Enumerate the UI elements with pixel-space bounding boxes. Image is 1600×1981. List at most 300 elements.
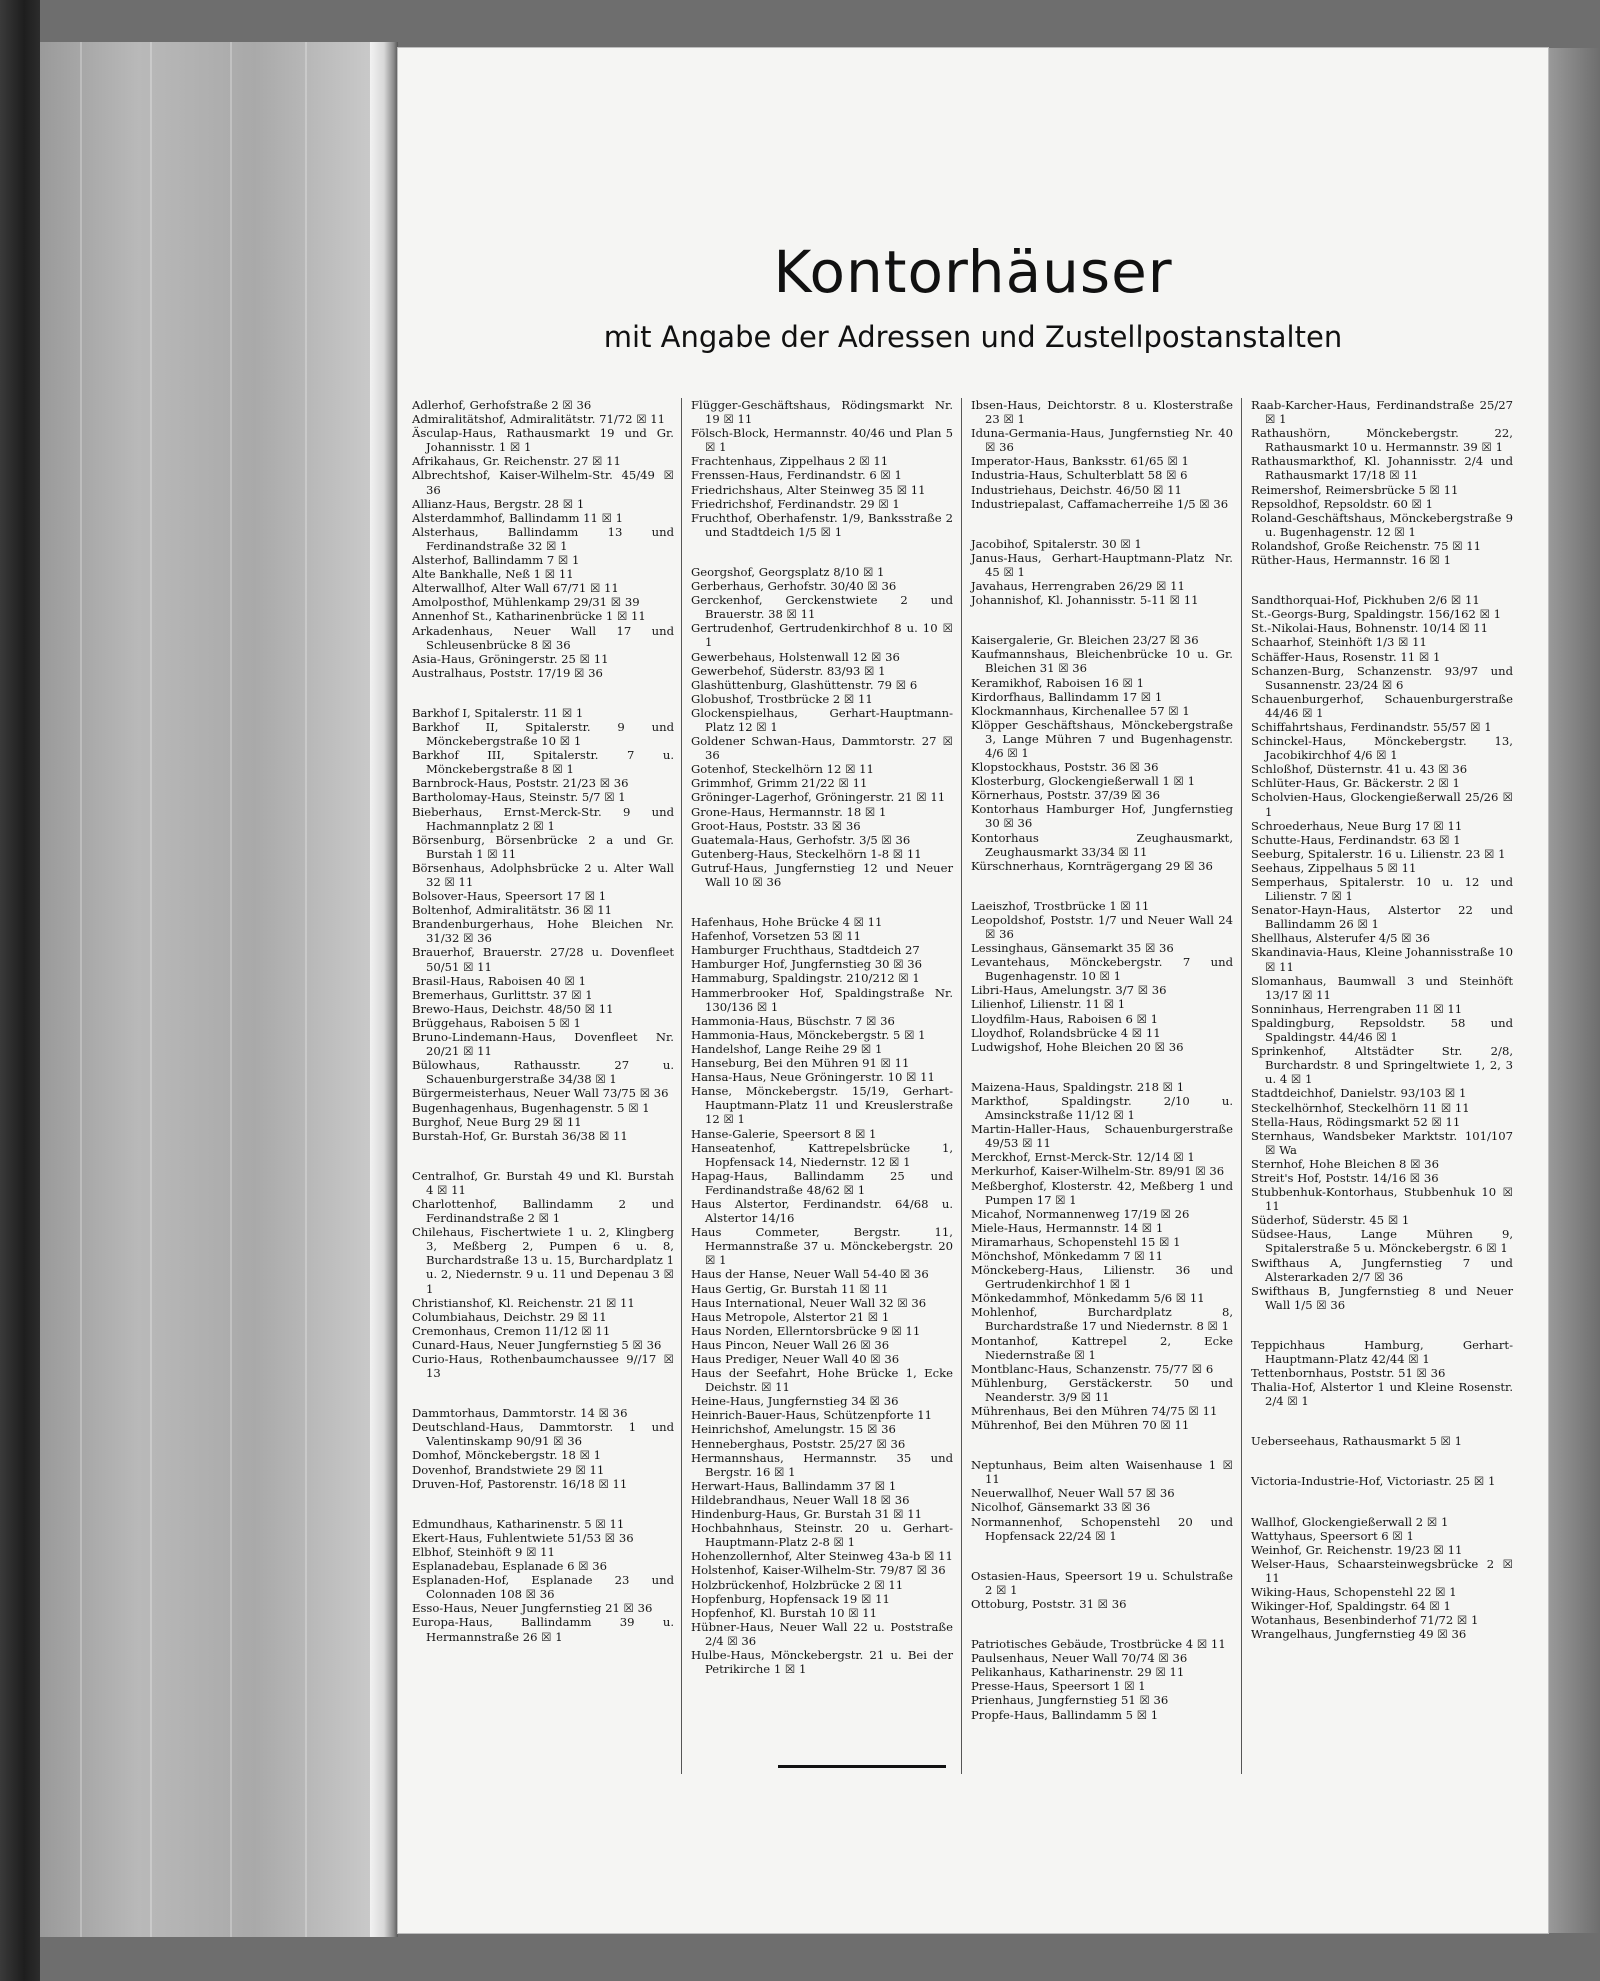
building-name: Rathausmarkthof bbox=[1251, 454, 1353, 469]
building-name: Esplanadebau bbox=[412, 1559, 495, 1574]
building-address: Raboisen 40 ☒ 1 bbox=[488, 973, 586, 988]
directory-entry: Nicolhof, Gänsemarkt 33 ☒ 36 bbox=[971, 1500, 1151, 1515]
building-address: Mönckebergstr. 5 ☒ 1 bbox=[796, 1027, 926, 1042]
directory-entry: Heinrichshof, Amelungstr. 15 ☒ 36 bbox=[691, 1422, 896, 1437]
building-address: Ferdinandstr. 29 ☒ 1 bbox=[777, 496, 900, 511]
building-address: Gerhofstr. 3/5 ☒ 36 bbox=[796, 832, 911, 847]
directory-entry: Bürgermeisterhaus, Neuer Wall 73/75 ☒ 36 bbox=[412, 1086, 669, 1101]
directory-entry: Paulsenhaus, Neuer Wall 70/74 ☒ 36 bbox=[971, 1651, 1188, 1666]
directory-entry: Albrechtshof, Kaiser-Wilhelm-Str. 45/49 ☒ 36 bbox=[412, 468, 674, 497]
directory-entry: Mönckeberg-Haus, Lilienstr. 36 und Gertrudenkirchhof 1 ☒ 1 bbox=[971, 1263, 1233, 1292]
building-name: Hammerbrooker Hof bbox=[691, 985, 821, 1000]
directory-entry: Dammtorhaus, Dammtorstr. 14 ☒ 36 bbox=[412, 1406, 628, 1421]
building-name: Dammtorhaus bbox=[412, 1406, 496, 1421]
building-name: Glashüttenburg bbox=[691, 677, 784, 692]
building-name: Admiralitätshof bbox=[412, 412, 503, 427]
directory-entry: Stella-Haus, Rödingsmarkt 52 ☒ 11 bbox=[1251, 1114, 1461, 1129]
building-address: Alstertor 22 und Ballindamm 26 ☒ 1 bbox=[1265, 903, 1513, 932]
document-page bbox=[398, 48, 1548, 1933]
building-address: Bei den Mühren 70 ☒ 11 bbox=[1043, 1418, 1190, 1433]
building-name: Gewerbehaus bbox=[691, 649, 772, 664]
building-name: Druven-Hof bbox=[412, 1476, 481, 1491]
building-address: Kattrepel 2, Ecke Niedernstraße ☒ 1 bbox=[985, 1333, 1234, 1362]
building-address: Ballindamm 25 und Ferdinandstraße 48/62 ☒ 1 bbox=[705, 1168, 953, 1197]
building-name: Alsterhaus bbox=[412, 524, 475, 539]
letter-gap bbox=[971, 1432, 1233, 1458]
directory-entry: Schanzen-Burg, Schanzenstr. 93/97 und Susannenstr. 23/24 ☒ 6 bbox=[1251, 663, 1514, 692]
directory-entry: Groot-Haus, Poststr. 33 ☒ 36 bbox=[691, 818, 861, 833]
building-name: Schäffer-Haus bbox=[1251, 649, 1335, 664]
directory-entry: Hübner-Haus, Neuer Wall 22 u. Poststraße 2/4 ☒ 36 bbox=[691, 1619, 953, 1648]
directory-entry: Centralhof, Gr. Burstah 49 und Kl. Burstah 4 ☒ 11 bbox=[412, 1168, 674, 1197]
building-name: Kirdorfhaus bbox=[971, 689, 1041, 704]
building-address: Kl. Burstah 10 ☒ 11 bbox=[759, 1605, 878, 1620]
directory-entry: Hopfenhof, Kl. Burstah 10 ☒ 11 bbox=[691, 1605, 878, 1620]
building-address: Schauenburgerstraße 49/53 ☒ 11 bbox=[985, 1122, 1233, 1151]
directory-entry: Hammerbrooker Hof, Spaldingstraße Nr. 130/136 ☒ 1 bbox=[691, 985, 954, 1014]
directory-entry: Weinhof, Gr. Reichenstr. 19/23 ☒ 11 bbox=[1251, 1542, 1463, 1557]
letter-gap bbox=[412, 1491, 674, 1517]
building-address: Trostbrücke 2 ☒ 11 bbox=[757, 691, 873, 706]
building-name: Mührenhof bbox=[971, 1418, 1036, 1433]
building-address: Ellerntorsbrücke 9 ☒ 11 bbox=[776, 1323, 921, 1338]
building-name: Tettenbornhaus bbox=[1251, 1366, 1344, 1381]
building-name: Industriehaus bbox=[971, 482, 1053, 497]
building-address: Mönckebergstr. 7 und Bugenhagenstr. 10 ☒ 1 bbox=[985, 955, 1233, 984]
directory-entry: Levantehaus, Mönckebergstr. 7 und Bugenhagenstr. 10 ☒ 1 bbox=[971, 955, 1233, 984]
building-address: Kaiser-Wilhelm-Str. 45/49 ☒ 36 bbox=[426, 468, 674, 497]
building-address: Neuer Jungfernstieg 5 ☒ 36 bbox=[497, 1337, 662, 1352]
directory-entry: Lessinghaus, Gänsemarkt 35 ☒ 36 bbox=[971, 941, 1174, 956]
directory-entry: Merckhof, Ernst-Merck-Str. 12/14 ☒ 1 bbox=[971, 1150, 1195, 1165]
building-name: Sprinkenhof bbox=[1251, 1044, 1323, 1059]
closing-rule bbox=[778, 1765, 946, 1768]
building-address: Spitalerstr. 16 u. Lilienstr. 23 ☒ 1 bbox=[1307, 846, 1506, 861]
building-name: Cremonhaus bbox=[412, 1323, 487, 1338]
directory-entry: Hanseburg, Bei den Mühren 91 ☒ 11 bbox=[691, 1056, 910, 1071]
directory-entry: Hansa-Haus, Neue Gröningerstr. 10 ☒ 11 bbox=[691, 1070, 935, 1085]
building-address: Spaldingstr. 64 ☒ 1 bbox=[1336, 1599, 1451, 1614]
building-address: Deichstr. 48/50 ☒ 11 bbox=[491, 1001, 614, 1016]
building-name: Columbiahaus bbox=[412, 1309, 496, 1324]
building-address: Mönckebergstr. 22, Rathausmarkt 10 u. Hermannstr. 39 ☒ 1 bbox=[1265, 426, 1513, 455]
directory-entry: Miele-Haus, Hermannstr. 14 ☒ 1 bbox=[971, 1220, 1164, 1235]
building-address: Große Reichenstr. 75 ☒ 11 bbox=[1323, 538, 1482, 553]
directory-entry: Esplanaden-Hof, Esplanade 23 und Colonnaden 108 ☒ 36 bbox=[412, 1573, 674, 1602]
building-name: Hamburger Fruchthaus bbox=[691, 943, 831, 958]
directory-entry: Haus Commeter, Bergstr. 11, Hermannstraße 37 u. Mönckebergstr. 20 ☒ 1 bbox=[691, 1225, 953, 1268]
directory-entry: Johannishof, Kl. Johannisstr. 5-11 ☒ 11 bbox=[971, 593, 1199, 608]
directory-entry: Gutruf-Haus, Jungfernstieg 12 und Neuer Wall 10 ☒ 36 bbox=[691, 860, 953, 889]
building-address: Ferdinandstr. 6 ☒ 1 bbox=[786, 468, 902, 483]
building-name: Raab-Karcher-Haus bbox=[1251, 398, 1367, 412]
directory-entry: Seeburg, Spitalerstr. 16 u. Lilienstr. 23 ☒ 1 bbox=[1251, 846, 1506, 861]
directory-entry: Hanseatenhof, Kattrepelsbrücke 1, Hopfensack 14, Niedernstr. 12 ☒ 1 bbox=[691, 1140, 954, 1169]
building-address: Lange Reihe 29 ☒ 1 bbox=[765, 1041, 883, 1056]
building-address: Herrengraben 11 ☒ 11 bbox=[1327, 1001, 1463, 1016]
building-address: Zeughausmarkt 33/34 ☒ 11 bbox=[985, 844, 1148, 859]
directory-entry: Micahof, Normannenweg 17/19 ☒ 26 bbox=[971, 1206, 1190, 1221]
building-name: Alterwallhof bbox=[412, 581, 484, 596]
building-name: Deutschland-Haus bbox=[412, 1420, 521, 1435]
building-address: Alsterufer 4/5 ☒ 36 bbox=[1315, 931, 1430, 946]
directory-entry: Pelikanhaus, Katharinenstr. 29 ☒ 11 bbox=[971, 1665, 1185, 1680]
directory-entry: Esso-Haus, Neuer Jungfernstieg 21 ☒ 36 bbox=[412, 1601, 653, 1616]
building-name: Wrangelhaus bbox=[1251, 1627, 1329, 1642]
building-name: Fölsch-Block bbox=[691, 426, 766, 441]
directory-entry: Welser-Haus, Schaarsteinwegsbrücke 2 ☒ 11 bbox=[1251, 1556, 1513, 1585]
building-name: Swifthaus B bbox=[1251, 1283, 1327, 1298]
building-address: Dovenfleet Nr. 20/21 ☒ 11 bbox=[426, 1030, 674, 1059]
directory-entry: Hapag-Haus, Ballindamm 25 und Ferdinandstraße 48/62 ☒ 1 bbox=[691, 1168, 953, 1197]
building-address: Bleichenbrücke 10 u. Gr. Bleichen 31 ☒ 36 bbox=[985, 647, 1233, 676]
building-name: Seehaus bbox=[1251, 860, 1301, 875]
directory-entry: Sternhaus, Wandsbeker Marktstr. 101/107 ☒ Wa bbox=[1251, 1128, 1513, 1157]
building-name: Industriepalast bbox=[971, 496, 1061, 511]
letter-gap bbox=[1251, 567, 1513, 593]
building-address: Gr. Burstah 36/38 ☒ 11 bbox=[490, 1128, 628, 1143]
building-address: Kl. Reichenstr. 21 ☒ 11 bbox=[497, 1295, 635, 1310]
directory-entry: Repsoldhof, Repsoldstr. 60 ☒ 1 bbox=[1251, 496, 1433, 511]
building-name: Domhof bbox=[412, 1448, 458, 1463]
building-address: Trostbrücke 4 ☒ 11 bbox=[1110, 1637, 1226, 1652]
building-address: Danielstr. 93/103 ☒ 1 bbox=[1340, 1086, 1467, 1101]
building-address: Esplanade 6 ☒ 36 bbox=[502, 1559, 607, 1574]
directory-entry: Hulbe-Haus, Mönckebergstr. 21 u. Bei der Petrikirche 1 ☒ 1 bbox=[691, 1647, 953, 1677]
building-name: St.-Nikolai-Haus bbox=[1251, 621, 1348, 636]
building-name: Hopfenburg bbox=[691, 1591, 762, 1606]
building-name: Slomanhaus bbox=[1251, 973, 1323, 988]
building-name: Keramikhof bbox=[971, 675, 1039, 690]
building-address: Glockengießerwall 1 ☒ 1 bbox=[1048, 774, 1195, 789]
building-name: Hanseburg bbox=[691, 1056, 757, 1071]
directory-entry: Curio-Haus, Rothenbaumchaussee 9//17 ☒ 13 bbox=[412, 1352, 674, 1381]
letter-gap bbox=[412, 1380, 674, 1406]
building-address: Ballindamm 2 und Ferdinandstraße 2 ☒ 1 bbox=[426, 1196, 674, 1226]
building-address: Bugenhagenstr. 5 ☒ 1 bbox=[521, 1100, 650, 1115]
building-address: Steckelhörn 11 ☒ 11 bbox=[1347, 1100, 1470, 1115]
directory-entry: Bremerhaus, Gurlittstr. 37 ☒ 1 bbox=[412, 987, 593, 1002]
building-name: Spaldingburg bbox=[1251, 1015, 1331, 1030]
building-address: Bergstr. 28 ☒ 1 bbox=[493, 496, 585, 511]
building-address: Jungfernstieg Nr. 40 ☒ 36 bbox=[985, 426, 1233, 455]
directory-entry: Schloßhof, Düsternstr. 41 u. 43 ☒ 36 bbox=[1251, 762, 1468, 777]
building-address: Schanzenstr. 93/97 und Susannenstr. 23/24 ☒ 6 bbox=[1265, 663, 1514, 692]
building-name: Skandinavia-Haus bbox=[1251, 945, 1358, 960]
building-address: Fischertwiete 1 u. 2, Klingberg 3, Meßberg 2, Pumpen 6 u. 8, Burchardstraße 13 u. 15, Burchardplatz 1 u. 2, Niedernstr. 9 u. 11 und Depenau 3 ☒ 1 bbox=[426, 1225, 675, 1296]
building-address: Mönkedamm 7 ☒ 11 bbox=[1042, 1248, 1164, 1263]
building-name: Georgshof bbox=[691, 564, 752, 579]
directory-entry: Elbhof, Steinhöft 9 ☒ 11 bbox=[412, 1544, 555, 1559]
building-name: Handelshof bbox=[691, 1041, 758, 1056]
building-name: Sternhaus bbox=[1251, 1128, 1312, 1143]
building-address: Amelungstr. 15 ☒ 36 bbox=[774, 1422, 896, 1437]
building-address: Jungfernstieg 49 ☒ 36 bbox=[1335, 1627, 1467, 1642]
building-name: Edmundhaus bbox=[412, 1516, 490, 1531]
building-name: Heinrich-Bauer-Haus bbox=[691, 1408, 816, 1423]
building-name: Globushof bbox=[691, 691, 751, 706]
building-address: Spaldingstr. 2/10 u. Amsinckstraße 11/12 ☒ 1 bbox=[985, 1093, 1234, 1123]
directory-entry: Brandenburgerhaus, Hohe Bleichen Nr. 31/32 ☒ 36 bbox=[412, 917, 674, 946]
building-address: Beim alten Waisenhause 1 ☒ 11 bbox=[985, 1458, 1233, 1487]
building-address: Hohe Bleichen Nr. 31/32 ☒ 36 bbox=[426, 917, 674, 946]
building-name: Haus Alstertor bbox=[691, 1196, 786, 1211]
directory-entry: Rüther-Haus, Hermannstr. 16 ☒ 1 bbox=[1251, 553, 1451, 568]
building-address: Schaarsteinwegsbrücke 2 ☒ 11 bbox=[1265, 1556, 1513, 1585]
building-name: Stubbenhuk-Kontorhaus bbox=[1251, 1185, 1394, 1200]
building-address: Katharinenstr. 5 ☒ 11 bbox=[496, 1516, 625, 1531]
building-address: Süderstr. 45 ☒ 1 bbox=[1311, 1213, 1410, 1228]
building-address: Grimm 21/22 ☒ 11 bbox=[757, 776, 868, 791]
building-address: Zippelhaus 5 ☒ 11 bbox=[1307, 860, 1417, 875]
building-name: Amolposthof bbox=[412, 595, 486, 610]
directory-entry: Semperhaus, Spitalerstr. 10 u. 12 und Lilienstr. 7 ☒ 1 bbox=[1251, 875, 1513, 904]
building-name: Brauerhof bbox=[412, 945, 472, 960]
building-address: Holzbrücke 2 ☒ 11 bbox=[791, 1577, 904, 1592]
directory-entry: Schutte-Haus, Ferdinandstr. 63 ☒ 1 bbox=[1251, 832, 1461, 847]
building-address: Mönckebergstraße 3, Lange Mühren 7 und Bugenhagenstr. 4/6 ☒ 1 bbox=[985, 717, 1234, 760]
directory-entry: Markthof, Spaldingstr. 2/10 u. Amsinckstraße 11/12 ☒ 1 bbox=[971, 1093, 1234, 1123]
building-name: Wallhof bbox=[1251, 1514, 1295, 1529]
building-name: Wotanhaus bbox=[1251, 1613, 1316, 1628]
building-name: Hafenhaus bbox=[691, 915, 755, 930]
directory-entry: Brauerhof, Brauerstr. 27/28 u. Dovenfleet 50/51 ☒ 11 bbox=[412, 945, 675, 974]
directory-entry: Bugenhagenhaus, Bugenhagenstr. 5 ☒ 1 bbox=[412, 1100, 650, 1115]
building-name: Kontorhaus Hamburger Hof bbox=[971, 802, 1143, 817]
building-address: Hohe Brücke 1, Ecke Deichstr. ☒ 11 bbox=[705, 1366, 954, 1395]
building-name: Reimershof bbox=[1251, 482, 1318, 497]
building-address: Raboisen 5 ☒ 1 bbox=[490, 1015, 581, 1030]
building-name: Dovenhof bbox=[412, 1462, 468, 1477]
building-address: Neuer Wall 26 ☒ 36 bbox=[772, 1337, 890, 1352]
directory-entry: Alsterdammhof, Ballindamm 11 ☒ 1 bbox=[412, 510, 624, 525]
building-name: Stella-Haus bbox=[1251, 1114, 1320, 1129]
building-name: Schroederhaus bbox=[1251, 818, 1340, 833]
building-name: Barnbrock-Haus bbox=[412, 776, 509, 791]
directory-entry: Wikinger-Hof, Spaldingstr. 64 ☒ 1 bbox=[1251, 1599, 1451, 1614]
building-name: Friedrichshaus bbox=[691, 482, 780, 497]
directory-entry: Süderhof, Süderstr. 45 ☒ 1 bbox=[1251, 1213, 1410, 1228]
building-address: Klosterstr. 42, Meßberg 1 und Pumpen 17 ☒ 1 bbox=[985, 1178, 1233, 1207]
building-address: Spaldingstraße Nr. 130/136 ☒ 1 bbox=[705, 985, 954, 1014]
directory-entry: Brüggehaus, Raboisen 5 ☒ 1 bbox=[412, 1015, 581, 1030]
building-name: Mohlenhof bbox=[971, 1305, 1034, 1320]
directory-entry: Südsee-Haus, Lange Mühren 9, Spitalerstraße 5 u. Mönckebergstr. 6 ☒ 1 bbox=[1251, 1227, 1514, 1256]
building-address: Gerhofstraße 2 ☒ 36 bbox=[469, 398, 592, 412]
building-name: Schiffahrtshaus bbox=[1251, 719, 1344, 734]
building-name: Haus International bbox=[691, 1295, 803, 1310]
directory-entry: Schlüter-Haus, Gr. Bäckerstr. 2 ☒ 1 bbox=[1251, 776, 1460, 791]
building-address: Kornträgergang 29 ☒ 36 bbox=[1067, 858, 1213, 873]
building-name: Schlüter-Haus bbox=[1251, 776, 1336, 791]
directory-entry: Gröninger-Lagerhof, Gröningerstr. 21 ☒ 11 bbox=[691, 790, 946, 805]
building-address: Rathausmarkt 19 und Gr. Johannisstr. 1 ☒ 1 bbox=[426, 426, 674, 455]
building-address: Rödingsmarkt 52 ☒ 11 bbox=[1326, 1114, 1461, 1129]
building-name: Lessinghaus bbox=[971, 941, 1044, 956]
building-address: Gr. Reichenstr. 27 ☒ 11 bbox=[482, 454, 621, 469]
directory-entry: Friedrichshof, Ferdinandstr. 29 ☒ 1 bbox=[691, 496, 900, 511]
building-name: Hermannshaus bbox=[691, 1450, 781, 1465]
building-address: Ballindamm 7 ☒ 1 bbox=[472, 553, 580, 568]
building-address: Kleine Johannisstraße 10 ☒ 11 bbox=[1265, 945, 1514, 974]
directory-entry: Keramikhof, Raboisen 16 ☒ 1 bbox=[971, 675, 1144, 690]
building-address: Ballindamm 13 und Ferdinandstraße 32 ☒ 1 bbox=[426, 524, 674, 553]
directory-entry: Haus Norden, Ellerntorsbrücke 9 ☒ 11 bbox=[691, 1323, 921, 1338]
building-name: Süderhof bbox=[1251, 1213, 1305, 1228]
directory-entry: Iduna-Germania-Haus, Jungfernstieg Nr. 40 ☒ 36 bbox=[971, 426, 1233, 455]
building-address: Ballindamm 37 ☒ 1 bbox=[782, 1478, 897, 1493]
directory-entry: St.-Nikolai-Haus, Bohnenstr. 10/14 ☒ 11 bbox=[1251, 621, 1489, 636]
directory-entry: Afrikahaus, Gr. Reichenstr. 27 ☒ 11 bbox=[412, 454, 621, 469]
building-address: Neuer Wall 57 ☒ 36 bbox=[1057, 1486, 1175, 1501]
building-name: Montblanc-Haus bbox=[971, 1361, 1069, 1376]
building-name: Bürgermeisterhaus bbox=[412, 1086, 526, 1101]
directory-entry: Schroederhaus, Neue Burg 17 ☒ 11 bbox=[1251, 818, 1463, 833]
building-address: Mönckebergstr. 18 ☒ 1 bbox=[464, 1448, 602, 1463]
building-name: Esso-Haus bbox=[412, 1601, 474, 1616]
building-address: Poststr. 1/7 und Neuer Wall 24 ☒ 36 bbox=[985, 912, 1233, 941]
building-name: Imperator-Haus bbox=[971, 454, 1065, 469]
building-address: Bei den Mühren 91 ☒ 11 bbox=[763, 1056, 910, 1071]
directory-entry: Frachtenhaus, Zippelhaus 2 ☒ 11 bbox=[691, 454, 889, 469]
directory-entry: Libri-Haus, Amelungstr. 3/7 ☒ 36 bbox=[971, 983, 1167, 998]
building-address: Neuer Wall 32 ☒ 36 bbox=[809, 1295, 927, 1310]
building-name: Centralhof bbox=[412, 1168, 475, 1183]
building-address: Katharinenbrücke 1 ☒ 11 bbox=[495, 609, 646, 624]
building-address: Normannenweg 17/19 ☒ 26 bbox=[1025, 1206, 1190, 1221]
building-address: Admiralitätstr. 71/72 ☒ 11 bbox=[510, 412, 666, 427]
building-name: Hansa-Haus bbox=[691, 1070, 763, 1085]
building-name: Sandthorquai-Hof bbox=[1251, 593, 1356, 608]
directory-entry: Kontorhaus Zeughausmarkt, Zeughausmarkt 33/34 ☒ 11 bbox=[971, 830, 1233, 859]
directory-entry: Gotenhof, Steckelhörn 12 ☒ 11 bbox=[691, 762, 874, 777]
building-name: Teppichhaus Hamburg bbox=[1251, 1337, 1420, 1352]
building-address: Kl. Johannisstr. 5-11 ☒ 11 bbox=[1047, 593, 1199, 608]
building-name: Gerberhaus bbox=[691, 579, 761, 594]
building-address: Bergstr. 11, Hermannstraße 37 u. Mönckebergstr. 20 ☒ 1 bbox=[705, 1225, 953, 1268]
building-address: Vorsetzen 53 ☒ 11 bbox=[752, 929, 862, 944]
building-address: Rödingsmarkt Nr. 19 ☒ 11 bbox=[705, 398, 953, 427]
building-address: Mühlenkamp 29/31 ☒ 39 bbox=[492, 595, 640, 610]
directory-entry: Jacobihof, Spitalerstr. 30 ☒ 1 bbox=[971, 536, 1142, 551]
directory-entry: Holzbrückenhof, Holzbrücke 2 ☒ 11 bbox=[691, 1577, 904, 1592]
directory-entry: Hermannshaus, Hermannstr. 35 und Bergstr. 16 ☒ 1 bbox=[691, 1450, 953, 1479]
directory-entry: Gerberhaus, Gerhofstr. 30/40 ☒ 36 bbox=[691, 579, 897, 594]
building-name: Holstenhof bbox=[691, 1563, 756, 1578]
building-name: Friedrichshof bbox=[691, 496, 771, 511]
building-name: Weinhof bbox=[1251, 1542, 1299, 1557]
building-name: Charlottenhof bbox=[412, 1196, 494, 1211]
building-address: Ballindamm 11 ☒ 1 bbox=[509, 510, 624, 525]
building-address: Mönkedamm 5/6 ☒ 11 bbox=[1073, 1291, 1205, 1306]
building-name: Miramarhaus bbox=[971, 1234, 1051, 1249]
building-name: Gertrudenhof bbox=[691, 621, 771, 636]
building-name: Libri-Haus bbox=[971, 983, 1034, 998]
directory-entry: Alte Bankhalle, Neß 1 ☒ 11 bbox=[412, 567, 574, 582]
scanner-edge bbox=[0, 0, 40, 1981]
building-name: Herwart-Haus bbox=[691, 1478, 775, 1493]
directory-entry: Skandinavia-Haus, Kleine Johannisstraße 10 ☒ 11 bbox=[1251, 945, 1514, 974]
building-name: Schutte-Haus bbox=[1251, 832, 1331, 847]
directory-entry: Maizena-Haus, Spaldingstr. 218 ☒ 1 bbox=[971, 1079, 1185, 1094]
directory-entry: Neuerwallhof, Neuer Wall 57 ☒ 36 bbox=[971, 1486, 1175, 1501]
building-name: Janus-Haus bbox=[971, 550, 1038, 565]
directory-entry: Hildebrandhaus, Neuer Wall 18 ☒ 36 bbox=[691, 1492, 910, 1507]
building-address: Altstädter Str. 2/8, Burchardstr. 8 und Springeltwiete 1, 2, 3 u. 4 ☒ 1 bbox=[1265, 1044, 1514, 1087]
building-address: Neuer Wall 40 ☒ 36 bbox=[782, 1352, 900, 1366]
building-address: Hohe Bleichen 8 ☒ 36 bbox=[1309, 1156, 1439, 1171]
building-name: Kontorhaus Zeughausmarkt bbox=[971, 830, 1230, 845]
directory-entry: Frenssen-Haus, Ferdinandstr. 6 ☒ 1 bbox=[691, 468, 902, 483]
directory-entry: Grimmhof, Grimm 21/22 ☒ 11 bbox=[691, 776, 868, 791]
directory-entry: Shellhaus, Alsterufer 4/5 ☒ 36 bbox=[1251, 931, 1430, 946]
building-address: Rothenbaumchaussee 9//17 ☒ 13 bbox=[426, 1352, 674, 1381]
directory-entry: Tettenbornhaus, Poststr. 51 ☒ 36 bbox=[1251, 1366, 1446, 1381]
building-name: Bruno-Lindemann-Haus bbox=[412, 1030, 553, 1045]
building-address: Lilienstr. 36 und Gertrudenkirchhof 1 ☒ 1 bbox=[985, 1263, 1233, 1292]
building-address: Gerhart-Hauptmann-Platz 42/44 ☒ 1 bbox=[1265, 1337, 1513, 1366]
directory-entry: Hindenburg-Haus, Gr. Burstah 31 ☒ 11 bbox=[691, 1507, 922, 1522]
letter-gap bbox=[1251, 1408, 1513, 1434]
building-name: Javahaus bbox=[971, 579, 1024, 594]
building-address: Gänsemarkt 35 ☒ 36 bbox=[1051, 941, 1174, 956]
building-name: Hochbahnhaus bbox=[691, 1521, 780, 1536]
building-address: Fuhlentwiete 51/53 ☒ 36 bbox=[486, 1530, 634, 1545]
letter-gap bbox=[412, 680, 674, 706]
building-name: Bieberhaus bbox=[412, 804, 479, 819]
building-name: Börsenburg bbox=[412, 832, 482, 847]
building-name: St.-Georgs-Burg bbox=[1251, 607, 1347, 622]
building-name: Brandenburgerhaus bbox=[412, 917, 531, 932]
building-name: Seeburg bbox=[1251, 846, 1301, 861]
building-address: Steinhöft 9 ☒ 11 bbox=[457, 1544, 555, 1559]
directory-entry: Hamburger Hof, Jungfernstieg 30 ☒ 36 bbox=[691, 957, 923, 972]
directory-entry: Haus Prediger, Neuer Wall 40 ☒ 36 bbox=[691, 1352, 900, 1366]
building-name: Alsterhof bbox=[412, 553, 466, 568]
building-address: Kattrepelsbrücke 1, Hopfensack 14, Niedernstr. 12 ☒ 1 bbox=[705, 1140, 954, 1169]
directory-entry: Klosterburg, Glockengießerwall 1 ☒ 1 bbox=[971, 774, 1195, 789]
directory-entry: Hafenhof, Vorsetzen 53 ☒ 11 bbox=[691, 929, 862, 944]
directory-entry: Lilienhof, Lilienstr. 11 ☒ 1 bbox=[971, 997, 1126, 1012]
building-address: Gr. Burstah 11 ☒ 11 bbox=[769, 1281, 889, 1296]
building-address: Deichstr. 29 ☒ 11 bbox=[503, 1309, 607, 1324]
building-name: Barkhof I bbox=[412, 705, 468, 720]
building-address: Lange Mühren 9, Spitalerstraße 5 u. Mönckebergstr. 6 ☒ 1 bbox=[1265, 1227, 1514, 1256]
building-name: Bülowhaus bbox=[412, 1058, 477, 1073]
building-name: Brasil-Haus bbox=[412, 973, 481, 988]
directory-entry: Bolsover-Haus, Speersort 17 ☒ 1 bbox=[412, 889, 607, 904]
directory-entry: Javahaus, Herrengraben 26/29 ☒ 11 bbox=[971, 579, 1185, 594]
building-address: Jungfernstieg 30 ☒ 36 bbox=[985, 802, 1234, 831]
building-address: Alter Wall 67/71 ☒ 11 bbox=[491, 581, 619, 596]
building-address: Poststr. 21/23 ☒ 36 bbox=[515, 776, 629, 791]
directory-entry: Lloydfilm-Haus, Raboisen 6 ☒ 1 bbox=[971, 1011, 1159, 1026]
building-name: Swifthaus A bbox=[1251, 1255, 1339, 1270]
building-address: Zippelhaus 2 ☒ 11 bbox=[779, 454, 889, 469]
building-address: Neuer Jungfernstieg 21 ☒ 36 bbox=[481, 1601, 653, 1616]
building-address: Gr. Bäckerstr. 2 ☒ 1 bbox=[1342, 776, 1460, 791]
directory-entry: Reimershof, Reimersbrücke 5 ☒ 11 bbox=[1251, 482, 1459, 497]
directory-entry: Columbiahaus, Deichstr. 29 ☒ 11 bbox=[412, 1309, 607, 1324]
building-name: Iduna-Germania-Haus bbox=[971, 426, 1101, 441]
directory-entry: Allianz-Haus, Bergstr. 28 ☒ 1 bbox=[412, 496, 585, 511]
building-name: Frenssen-Haus bbox=[691, 468, 780, 483]
letter-gap bbox=[1251, 1489, 1513, 1515]
building-name: Gotenhof bbox=[691, 762, 745, 777]
building-address: Stubbenhuk 10 ☒ 11 bbox=[1265, 1185, 1514, 1214]
building-address: Gerstäckerstr. 50 und Neanderstr. 3/9 ☒ 11 bbox=[985, 1375, 1233, 1404]
building-address: Rathausmarkt 5 ☒ 1 bbox=[1342, 1434, 1463, 1449]
